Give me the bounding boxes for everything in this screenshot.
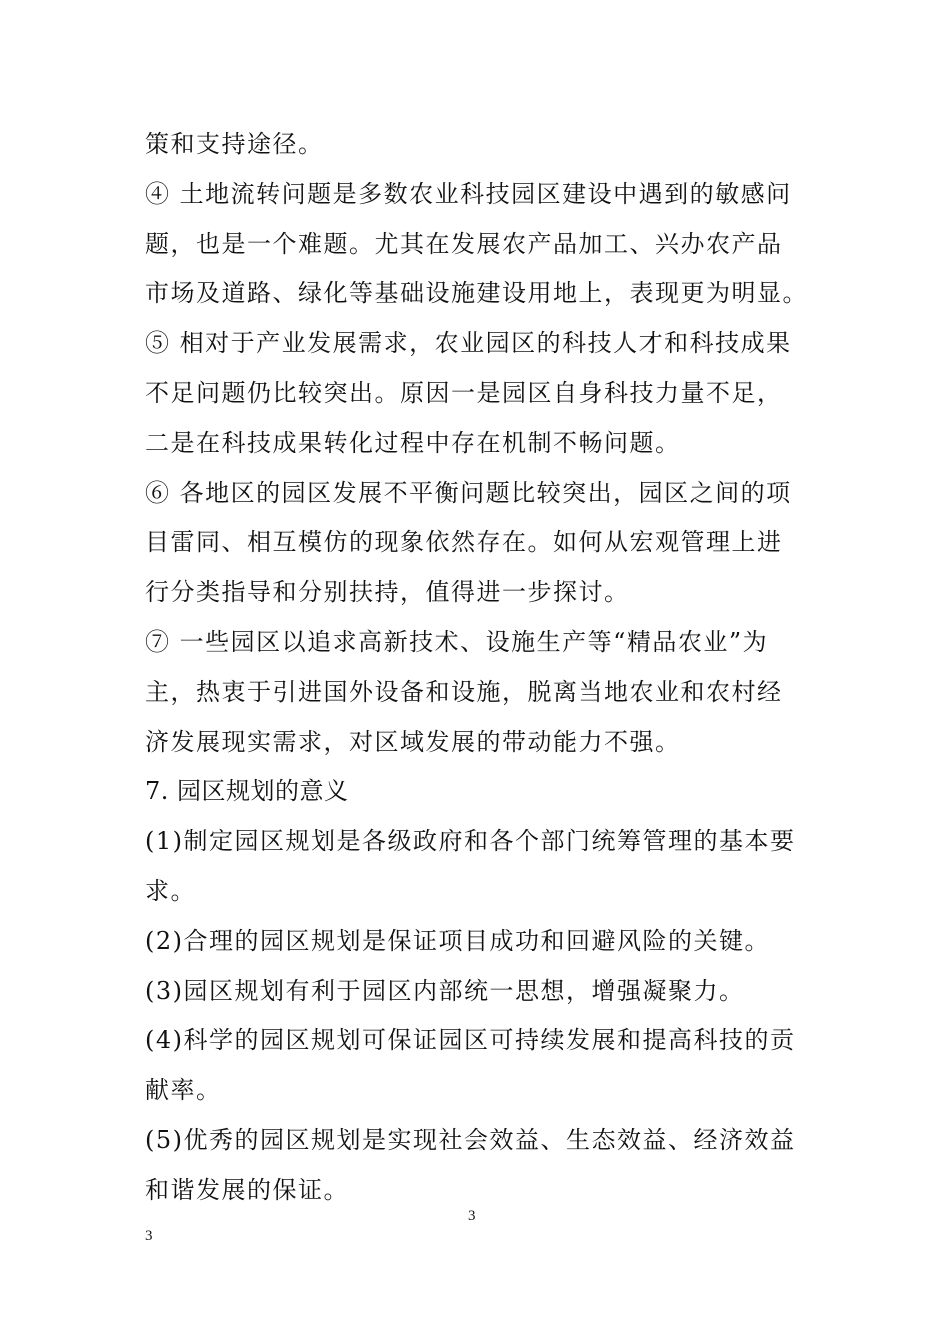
- text-line: 和谐发展的保证。: [145, 1175, 349, 1204]
- page-number-left: 3: [145, 1228, 153, 1244]
- text-line: ⑤ 相对于产业发展需求，农业园区的科技人才和科技成果: [145, 329, 792, 358]
- text-line: ⑥ 各地区的园区发展不平衡问题比较突出，园区之间的项: [145, 478, 792, 507]
- document-body: [145, 120, 813, 1216]
- text-line: 目雷同、相互模仿的现象依然存在。如何从宏观管理上进: [145, 528, 783, 557]
- text-line: ④ 土地流转问题是多数农业科技园区建设中遇到的敏感问: [145, 179, 792, 208]
- text-line: 行分类指导和分别扶持，值得进一步探讨。: [145, 578, 630, 607]
- text-line: (1)制定园区规划是各级政府和各个部门统筹管理的基本要: [145, 827, 796, 856]
- section-heading: 7. 园区规划的意义: [145, 777, 349, 806]
- text-line: 求。: [145, 876, 196, 905]
- text-line: ⑦ 一些园区以追求高新技术、设施生产等“精品农业”为: [145, 627, 769, 656]
- text-line: 主，热衷于引进国外设备和设施，脱离当地农业和农村经: [145, 677, 783, 706]
- page-number-center: 3: [468, 1208, 476, 1224]
- text-line: 献率。: [145, 1076, 222, 1105]
- text-line: 济发展现实需求，对区域发展的带动能力不强。: [145, 727, 681, 756]
- text-line: 二是在科技成果转化过程中存在机制不畅问题。: [145, 428, 681, 457]
- text-line: 题，也是一个难题。尤其在发展农产品加工、兴办农产品: [145, 229, 783, 258]
- text-line: 市场及道路、绿化等基础设施建设用地上，表现更为明显。: [145, 279, 808, 308]
- text-line: (3)园区规划有利于园区内部统一思想，增强凝聚力。: [145, 976, 745, 1005]
- text-line: 不足问题仍比较突出。原因一是园区自身科技力量不足，: [145, 378, 783, 407]
- text-line: (4)科学的园区规划可保证园区可持续发展和提高科技的贡: [145, 1026, 796, 1055]
- text-line: 策和支持途径。: [145, 130, 324, 158]
- text-line: (2)合理的园区规划是保证项目成功和回避风险的关键。: [145, 926, 770, 955]
- text-line: (5)优秀的园区规划是实现社会效益、生态效益、经济效益: [145, 1125, 796, 1154]
